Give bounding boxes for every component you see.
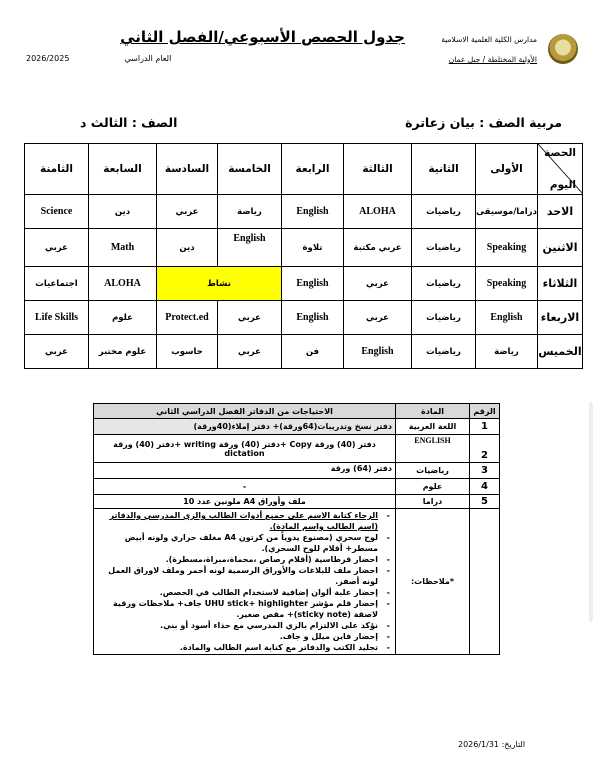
schedule-row-wednesday — [25, 301, 583, 335]
lesson-cell: Speaking — [476, 229, 538, 267]
row-number: 5 — [470, 495, 500, 509]
period-header: السادسة — [157, 144, 218, 195]
lesson-cell: رياضيات — [412, 301, 476, 335]
notebook-requirements-table — [93, 403, 500, 655]
lesson-cell: Life Skills — [25, 301, 89, 335]
class-teacher: مربية الصف : بيان زعاترة — [405, 115, 562, 130]
schedule-row-thursday — [25, 335, 583, 369]
day-cell: الاحد — [538, 195, 583, 229]
row-needs: دفتر (40) ورقة Copy +دفتر (40) ورقة writing +دفتر (40) ورقة dictation — [94, 435, 396, 463]
note-item: - لوح سحري (مصنوع يدوياً من كرتون A4 مغلف حراري ولونه أبيض مسطر+ أقلام للوح السحري). — [97, 532, 378, 554]
class-grade: الصف : الثالث د — [80, 115, 178, 130]
row-number: 3 — [470, 463, 500, 479]
weekly-schedule-table — [24, 143, 583, 369]
row-subject: دراما — [396, 495, 470, 509]
row-needs: دفتر نسخ وتدريبات(64ورقة)+ دفتر إملاء(40ورقة) — [94, 419, 396, 435]
lesson-cell: رياضيات — [412, 229, 476, 267]
period-header: الثامنة — [25, 144, 89, 195]
lesson-cell: اجتماعيات — [25, 267, 89, 301]
document-date — [458, 740, 525, 749]
row-needs: - — [94, 479, 396, 495]
lesson-cell: عربي — [344, 267, 412, 301]
lesson-cell: رياضيات — [412, 195, 476, 229]
lesson-cell: عربي — [157, 195, 218, 229]
note-item: - نؤكد على الالتزام بالزي المدرسي مع حذاء أسود أو بني. — [97, 620, 378, 631]
row-needs: دفتر (64) ورقة — [94, 463, 396, 479]
notes-list — [97, 510, 392, 653]
schedule-row-monday — [25, 229, 583, 267]
notes-empty-cell — [470, 509, 500, 655]
lesson-cell: English — [282, 195, 344, 229]
vertical-scrollbar[interactable] — [589, 402, 593, 622]
day-cell: الاربعاء — [538, 301, 583, 335]
period-header: الأولى — [476, 144, 538, 195]
row-number: 2 — [470, 435, 500, 463]
col-header-subject: المادة — [396, 404, 470, 419]
day-cell: الخميس — [538, 335, 583, 369]
requirements-header-row — [94, 404, 500, 419]
lesson-cell: رياضة — [218, 195, 282, 229]
note-item: - إحضار قلم مؤشر UHU stick+ highlighter جاف+ ملاحظات ورقية لاصقة (sticky note)+ مقص صغير. — [97, 598, 378, 620]
corner-period-label: الحصة — [544, 147, 576, 159]
lesson-cell: Protect.ed — [157, 301, 218, 335]
lesson-cell: دين — [89, 195, 157, 229]
lesson-cell: English — [282, 301, 344, 335]
date-label: التاريخ: — [501, 740, 526, 749]
row-number: 1 — [470, 419, 500, 435]
notes-row — [94, 509, 500, 655]
lesson-cell: دين — [157, 229, 218, 267]
requirements-row — [94, 495, 500, 509]
academic-year-value: 2026/2025 — [26, 54, 70, 63]
lesson-cell: تلاوة — [282, 229, 344, 267]
lesson-cell: Math — [89, 229, 157, 267]
requirements-row — [94, 463, 500, 479]
schedule-row-tuesday — [25, 267, 583, 301]
row-subject: رياضيات — [396, 463, 470, 479]
row-subject: علوم — [396, 479, 470, 495]
note-item: - إحضار فاين ميلل و جاف. — [97, 631, 378, 642]
note-item: - تجليد الكتب والدفاتر مع كتابة اسم الطالب والمادة. — [97, 642, 378, 653]
lesson-cell: عربي — [344, 301, 412, 335]
lesson-cell: دراما/موسيقى — [476, 195, 538, 229]
row-needs: ملف وأوراق A4 ملونين عدد 10 — [94, 495, 396, 509]
notes-cell — [94, 509, 396, 655]
activity-cell: نشاط — [157, 267, 282, 301]
school-logo — [548, 34, 578, 64]
period-header: الثالثة — [344, 144, 412, 195]
school-name-line2: الأولية المختلطة / جبل عمان — [448, 55, 537, 64]
notes-label: *ملاحظات: — [396, 509, 470, 655]
academic-year-label: العام الدراسي — [124, 54, 172, 63]
lesson-cell: علوم مختبر — [89, 335, 157, 369]
lesson-cell: English — [282, 267, 344, 301]
lesson-cell: رياضيات — [412, 335, 476, 369]
col-header-needs: الاحتياجات من الدفاتر الفصل الدراسي الثاني — [94, 404, 396, 419]
requirements-row — [94, 479, 500, 495]
day-cell: الاثنين — [538, 229, 583, 267]
date-value: 2026/1/31 — [458, 740, 500, 749]
requirements-row — [94, 435, 500, 463]
lesson-cell: رياضة — [476, 335, 538, 369]
lesson-cell: رياضيات — [412, 267, 476, 301]
lesson-cell: English — [476, 301, 538, 335]
lesson-cell: English — [218, 229, 282, 267]
schedule-corner-cell — [538, 144, 583, 195]
academic-year — [26, 54, 171, 63]
lesson-cell: فن — [282, 335, 344, 369]
lesson-cell: عربي — [218, 335, 282, 369]
period-header: السابعة — [89, 144, 157, 195]
requirements-row — [94, 419, 500, 435]
col-header-number: الرقم — [470, 404, 500, 419]
lesson-cell: ALOHA — [344, 195, 412, 229]
schedule-row-sunday — [25, 195, 583, 229]
page-title: جدول الحصص الأسبوعي/الفصل الثاني — [120, 28, 405, 46]
lesson-cell: علوم — [89, 301, 157, 335]
lesson-cell: عربي مكتبة — [344, 229, 412, 267]
corner-day-label: اليوم — [549, 179, 576, 191]
period-header: الرابعة — [282, 144, 344, 195]
period-header: الثانية — [412, 144, 476, 195]
row-number: 4 — [470, 479, 500, 495]
day-cell: الثلاثاء — [538, 267, 583, 301]
row-subject: ENGLISH — [396, 435, 470, 463]
lesson-cell: Speaking — [476, 267, 538, 301]
note-item: - الرجاء كتابة الاسم على جميع أدوات الطالب والزي المدرسي والدفاتر (اسم الطالب واسم المادة). — [97, 510, 378, 532]
note-item: - احضار ملف للبلاغات والأوراق الرسمية لونه أحمر وملف لاوراق العمل لونه أصفر. — [97, 565, 378, 587]
lesson-cell: عربي — [218, 301, 282, 335]
row-subject: اللغة العربية — [396, 419, 470, 435]
lesson-cell: حاسوب — [157, 335, 218, 369]
note-item: - إحضار علبة ألوان إضافية لاستخدام الطالب في الحصص. — [97, 587, 378, 598]
lesson-cell: Science — [25, 195, 89, 229]
lesson-cell: ALOHA — [89, 267, 157, 301]
lesson-cell: عربي — [25, 229, 89, 267]
period-header: الخامسة — [218, 144, 282, 195]
schedule-header-row — [25, 144, 583, 195]
note-item: - احضار قرطاسية (أقلام رصاص ،محماة،مبراة،مسطرة). — [97, 554, 378, 565]
lesson-cell: عربي — [25, 335, 89, 369]
school-name-line1: مدارس الكلية العلمية الاسلامية — [441, 35, 537, 44]
lesson-cell: English — [344, 335, 412, 369]
